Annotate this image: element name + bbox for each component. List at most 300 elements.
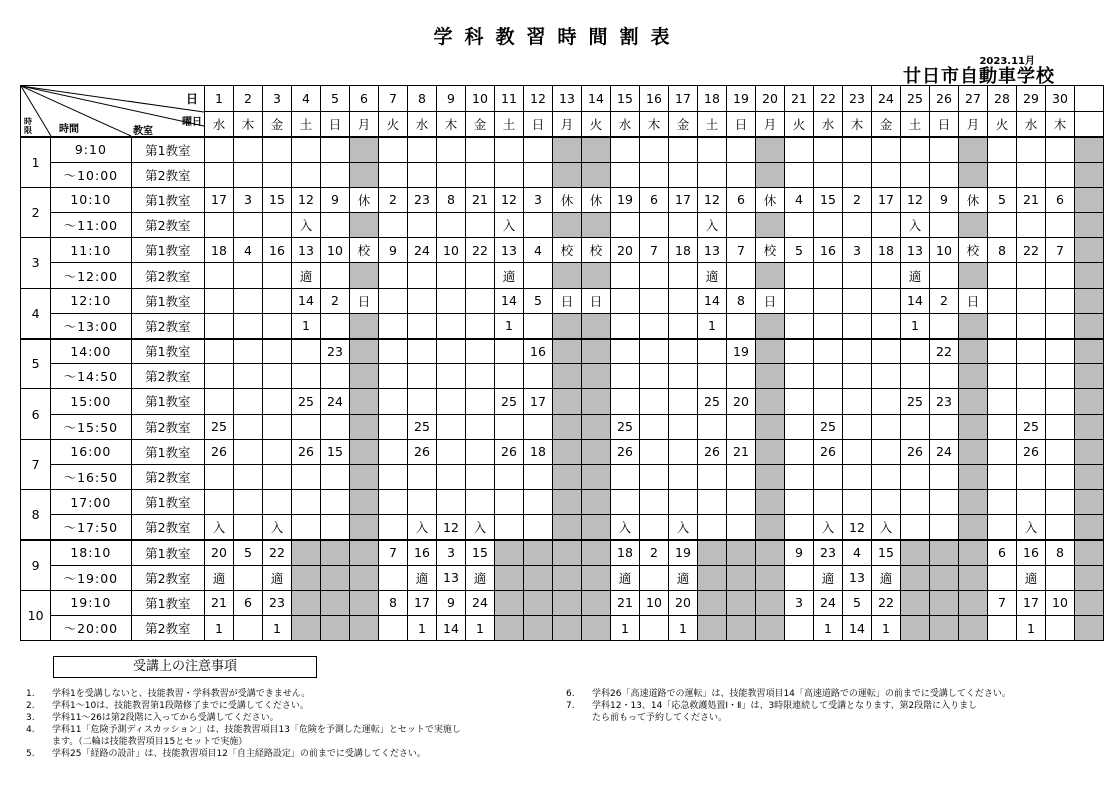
schedule-cell	[263, 389, 292, 414]
schedule-cell	[263, 364, 292, 389]
schedule-cell	[1017, 364, 1046, 389]
schedule-cell: 21	[466, 187, 495, 212]
schedule-cell	[495, 515, 524, 540]
note-item	[566, 700, 1066, 712]
schedule-cell	[756, 162, 785, 187]
period-start-time: 16:00	[51, 439, 131, 464]
note-number: 2.	[26, 701, 35, 711]
schedule-cell	[814, 213, 843, 238]
period-number: 9	[21, 540, 51, 590]
schedule-cell	[1046, 414, 1075, 439]
schedule-cell	[698, 162, 727, 187]
schedule-cell: 入	[1017, 515, 1046, 540]
schedule-cell	[379, 162, 408, 187]
schedule-cell	[437, 339, 466, 364]
day-number: 17	[669, 86, 698, 112]
schedule-cell	[350, 565, 379, 590]
schedule-cell: 17	[205, 187, 234, 212]
schedule-cell: 10	[321, 238, 350, 263]
schedule-cell	[582, 313, 611, 338]
schedule-cell	[466, 364, 495, 389]
schedule-cell: 12	[437, 515, 466, 540]
room-label: 第1教室	[131, 238, 204, 263]
note-item	[26, 688, 516, 700]
schedule-cell: 7	[379, 540, 408, 565]
schedule-cell	[437, 439, 466, 464]
schedule-cell: 22	[263, 540, 292, 565]
room-label: 第2教室	[131, 464, 204, 489]
schedule-cell	[582, 490, 611, 515]
schedule-cell: 23	[814, 540, 843, 565]
schedule-cell: 23	[930, 389, 959, 414]
schedule-cell	[959, 439, 988, 464]
schedule-cell	[553, 213, 582, 238]
schedule-cell	[1017, 464, 1046, 489]
schedule-cell	[292, 137, 321, 162]
period-start-time: 19:10	[51, 590, 131, 615]
weekday: 土	[495, 111, 524, 137]
schedule-cell: 8	[437, 187, 466, 212]
schedule-cell	[321, 414, 350, 439]
schedule-cell	[727, 565, 756, 590]
schedule-cell: 6	[234, 590, 263, 615]
schedule-cell	[785, 515, 814, 540]
schedule-cell	[959, 313, 988, 338]
schedule-cell: 2	[640, 540, 669, 565]
schedule-cell	[698, 515, 727, 540]
schedule-cell	[205, 313, 234, 338]
schedule-cell	[205, 162, 234, 187]
schedule-cell	[959, 590, 988, 615]
schedule-cell	[350, 540, 379, 565]
trailing-gray-cell	[1075, 187, 1104, 212]
schedule-cell	[901, 590, 930, 615]
schedule-cell	[321, 364, 350, 389]
period-label: 時限	[24, 117, 32, 135]
schedule-cell	[466, 389, 495, 414]
schedule-cell	[785, 389, 814, 414]
trailing-gray-cell	[1075, 464, 1104, 489]
schedule-cell	[408, 464, 437, 489]
schedule-cell	[843, 288, 872, 313]
note-number	[566, 712, 592, 724]
schedule-cell	[640, 439, 669, 464]
schedule-cell	[292, 414, 321, 439]
schedule-cell	[437, 313, 466, 338]
schedule-cell: 13	[292, 238, 321, 263]
schedule-cell: 7	[640, 238, 669, 263]
schedule-cell	[582, 137, 611, 162]
schedule-cell	[640, 515, 669, 540]
schedule-cell: 入	[669, 515, 698, 540]
schedule-cell	[524, 313, 553, 338]
schedule-cell	[814, 464, 843, 489]
period-number: 5	[21, 339, 51, 389]
schedule-cell	[727, 313, 756, 338]
schedule-cell	[553, 590, 582, 615]
note-text: 学科25「経路の設計」は、技能教習項目12「自主経路設定」の前までに受講してください。	[52, 749, 426, 759]
schedule-cell	[640, 364, 669, 389]
schedule-cell	[321, 540, 350, 565]
schedule-cell	[1017, 313, 1046, 338]
period-start-time: 17:00	[51, 490, 131, 515]
trailing-gray-cell	[1075, 162, 1104, 187]
schedule-cell	[292, 464, 321, 489]
schedule-cell: 26	[698, 439, 727, 464]
schedule-cell: 13	[901, 238, 930, 263]
schedule-cell	[1046, 389, 1075, 414]
schedule-cell	[669, 490, 698, 515]
schedule-cell: 4	[785, 187, 814, 212]
period-start-time: 14:00	[51, 339, 131, 364]
schedule-cell: 21	[611, 590, 640, 615]
schedule-cell	[988, 364, 1017, 389]
schedule-cell	[988, 565, 1017, 590]
schedule-cell	[321, 313, 350, 338]
schedule-cell: 17	[1017, 590, 1046, 615]
schedule-cell: 5	[785, 238, 814, 263]
note-number: 7.	[566, 701, 575, 711]
schedule-cell	[872, 364, 901, 389]
note-item	[26, 748, 516, 760]
trailing-gray-cell	[1075, 490, 1104, 515]
blank-header-cell	[1075, 86, 1104, 112]
schedule-cell	[379, 490, 408, 515]
schedule-cell: 入	[611, 515, 640, 540]
note-text: 学科1を受講しないと、技能教習・学科教習が受講できません。	[52, 689, 311, 699]
day-number: 16	[640, 86, 669, 112]
schedule-cell	[582, 213, 611, 238]
schedule-cell	[959, 414, 988, 439]
schedule-cell	[698, 565, 727, 590]
schedule-cell: 休	[582, 187, 611, 212]
schedule-cell: 9	[379, 238, 408, 263]
schedule-cell: 20	[205, 540, 234, 565]
schedule-cell	[321, 616, 350, 641]
schedule-cell: 26	[1017, 439, 1046, 464]
schedule-cell: 26	[495, 439, 524, 464]
day-number: 7	[379, 86, 408, 112]
room-label: 第1教室	[131, 540, 204, 565]
schedule-cell	[379, 464, 408, 489]
room-label: 第2教室	[131, 263, 204, 288]
schedule-cell	[466, 137, 495, 162]
period-end-time: ～19:00	[51, 565, 131, 590]
schedule-cell	[263, 313, 292, 338]
period-end-time: ～15:50	[51, 414, 131, 439]
schedule-cell	[466, 439, 495, 464]
schedule-cell	[205, 263, 234, 288]
period-start-time: 12:10	[51, 288, 131, 313]
schedule-cell	[988, 313, 1017, 338]
schedule-cell: 2	[379, 187, 408, 212]
schedule-cell: 15	[872, 540, 901, 565]
schedule-cell	[379, 313, 408, 338]
schedule-cell	[1017, 137, 1046, 162]
schedule-cell	[988, 490, 1017, 515]
period-end-time: ～10:00	[51, 162, 131, 187]
note-item	[26, 724, 516, 736]
schedule-cell: 3	[843, 238, 872, 263]
schedule-cell: 24	[814, 590, 843, 615]
period-start-time: 15:00	[51, 389, 131, 414]
schedule-cell: 7	[988, 590, 1017, 615]
schedule-cell	[466, 414, 495, 439]
schedule-cell: 入	[901, 213, 930, 238]
schedule-cell	[1046, 490, 1075, 515]
schedule-cell: 20	[669, 590, 698, 615]
schedule-cell	[785, 263, 814, 288]
schedule-cell	[698, 464, 727, 489]
schedule-cell	[524, 590, 553, 615]
schedule-cell: 休	[959, 187, 988, 212]
schedule-cell	[901, 565, 930, 590]
schedule-cell: 1	[292, 313, 321, 338]
period-start-time: 11:10	[51, 238, 131, 263]
schedule-cell	[1017, 288, 1046, 313]
schedule-cell: 適	[901, 263, 930, 288]
schedule-cell: 14	[843, 616, 872, 641]
period-end-time: ～12:00	[51, 263, 131, 288]
schedule-cell	[727, 414, 756, 439]
schedule-cell	[727, 464, 756, 489]
period-end-time: ～13:00	[51, 313, 131, 338]
weekday: 火	[785, 111, 814, 137]
weekday: 日	[524, 111, 553, 137]
day-number: 10	[466, 86, 495, 112]
schedule-cell: 5	[524, 288, 553, 313]
schedule-cell	[234, 439, 263, 464]
schedule-cell	[785, 464, 814, 489]
schedule-cell	[234, 313, 263, 338]
schedule-cell	[553, 490, 582, 515]
period-number: 3	[21, 238, 51, 288]
trailing-gray-cell	[1075, 288, 1104, 313]
schedule-cell	[437, 389, 466, 414]
schedule-cell	[698, 590, 727, 615]
schedule-cell	[379, 414, 408, 439]
schedule-cell	[640, 414, 669, 439]
weekday: 金	[872, 111, 901, 137]
schedule-cell	[1046, 364, 1075, 389]
schedule-cell	[872, 464, 901, 489]
schedule-cell	[321, 263, 350, 288]
schedule-cell: 9	[321, 187, 350, 212]
schedule-cell	[1046, 616, 1075, 641]
note-text: 学科26「高速道路での運転」は、技能教習項目14「高速道路での運転」の前までに受講してください。	[592, 689, 1011, 699]
schedule-cell: 適	[495, 263, 524, 288]
schedule-cell	[843, 490, 872, 515]
schedule-cell	[408, 213, 437, 238]
weekday: 土	[901, 111, 930, 137]
schedule-cell: 適	[292, 263, 321, 288]
schedule-cell: 22	[466, 238, 495, 263]
day-number: 9	[437, 86, 466, 112]
schedule-cell	[698, 540, 727, 565]
schedule-cell	[843, 137, 872, 162]
schedule-cell	[263, 162, 292, 187]
schedule-cell	[292, 616, 321, 641]
schedule-cell	[611, 313, 640, 338]
schedule-cell	[930, 565, 959, 590]
schedule-cell: 21	[205, 590, 234, 615]
schedule-cell	[524, 162, 553, 187]
schedule-cell	[988, 339, 1017, 364]
schedule-cell: 24	[321, 389, 350, 414]
schedule-cell	[582, 515, 611, 540]
schedule-cell	[553, 137, 582, 162]
schedule-cell	[901, 540, 930, 565]
room-label: 第1教室	[131, 490, 204, 515]
schedule-cell	[611, 490, 640, 515]
schedule-cell	[437, 364, 466, 389]
schedule-cell	[872, 414, 901, 439]
schedule-cell: 19	[727, 339, 756, 364]
schedule-cell	[553, 162, 582, 187]
schedule-cell	[321, 137, 350, 162]
schedule-cell	[814, 364, 843, 389]
schedule-cell: 16	[524, 339, 553, 364]
schedule-cell: 24	[930, 439, 959, 464]
schedule-cell: 23	[408, 187, 437, 212]
schedule-cell	[234, 565, 263, 590]
schedule-cell	[350, 313, 379, 338]
weekday: 木	[640, 111, 669, 137]
schedule-cell	[379, 389, 408, 414]
schedule-cell: 18	[205, 238, 234, 263]
schedule-cell	[669, 439, 698, 464]
schedule-cell	[698, 490, 727, 515]
schedule-cell	[553, 389, 582, 414]
schedule-cell: 24	[466, 590, 495, 615]
schedule-cell: 18	[872, 238, 901, 263]
weekday: 木	[1046, 111, 1075, 137]
schedule-cell	[437, 288, 466, 313]
schedule-cell	[234, 389, 263, 414]
schedule-cell: 26	[292, 439, 321, 464]
schedule-cell: 適	[872, 565, 901, 590]
schedule-cell	[756, 213, 785, 238]
schedule-cell	[988, 213, 1017, 238]
weekday: 月	[756, 111, 785, 137]
schedule-cell	[466, 464, 495, 489]
schedule-cell: 15	[263, 187, 292, 212]
schedule-cell: 17	[524, 389, 553, 414]
schedule-cell	[930, 414, 959, 439]
schedule-cell	[756, 414, 785, 439]
weekday: 日	[930, 111, 959, 137]
blank-header-cell	[1075, 111, 1104, 137]
note-text: ます。（二輪は技能教習項目15とセットで実施）	[52, 737, 248, 747]
schedule-cell	[988, 414, 1017, 439]
schedule-cell: 7	[727, 238, 756, 263]
day-number: 18	[698, 86, 727, 112]
schedule-cell: 25	[901, 389, 930, 414]
schedule-cell	[988, 162, 1017, 187]
schedule-cell	[959, 162, 988, 187]
schedule-cell	[466, 288, 495, 313]
schedule-cell	[408, 389, 437, 414]
schedule-cell	[611, 389, 640, 414]
schedule-cell	[1046, 263, 1075, 288]
schedule-cell	[524, 464, 553, 489]
schedule-cell	[640, 339, 669, 364]
schedule-cell	[930, 313, 959, 338]
month-label: 2023.11月	[979, 56, 1035, 67]
schedule-cell: 19	[669, 540, 698, 565]
schedule-cell: 18	[669, 238, 698, 263]
schedule-cell	[872, 439, 901, 464]
schedule-cell: 2	[930, 288, 959, 313]
schedule-cell: 5	[843, 590, 872, 615]
schedule-cell	[959, 515, 988, 540]
schedule-cell	[901, 339, 930, 364]
schedule-cell	[756, 565, 785, 590]
day-number: 4	[292, 86, 321, 112]
schedule-cell: 1	[698, 313, 727, 338]
schedule-cell: 17	[408, 590, 437, 615]
day-number: 3	[263, 86, 292, 112]
weekday: 火	[582, 111, 611, 137]
schedule-cell	[756, 590, 785, 615]
schedule-cell	[669, 339, 698, 364]
schedule-cell	[350, 389, 379, 414]
schedule-cell: 入	[698, 213, 727, 238]
schedule-cell	[901, 616, 930, 641]
schedule-cell: 6	[640, 187, 669, 212]
schedule-cell	[930, 263, 959, 288]
schedule-cell	[930, 590, 959, 615]
schedule-cell	[930, 364, 959, 389]
schedule-cell	[698, 339, 727, 364]
page-title: 学科教習時間割表	[433, 26, 682, 48]
schedule-cell	[1046, 213, 1075, 238]
schedule-cell	[756, 137, 785, 162]
schedule-cell: 15	[814, 187, 843, 212]
schedule-cell	[959, 540, 988, 565]
note-number: 5.	[26, 749, 35, 759]
schedule-cell	[553, 565, 582, 590]
schedule-cell: 8	[988, 238, 1017, 263]
schedule-cell	[727, 263, 756, 288]
schedule-cell	[669, 313, 698, 338]
schedule-cell	[930, 540, 959, 565]
schedule-cell: 23	[263, 590, 292, 615]
schedule-cell	[640, 464, 669, 489]
schedule-cell	[988, 515, 1017, 540]
schedule-cell	[872, 339, 901, 364]
schedule-cell	[785, 364, 814, 389]
schedule-cell	[930, 464, 959, 489]
schedule-cell	[756, 464, 785, 489]
schedule-cell	[582, 389, 611, 414]
schedule-cell	[263, 288, 292, 313]
schedule-cell	[640, 389, 669, 414]
schedule-cell	[669, 464, 698, 489]
schedule-cell: 16	[814, 238, 843, 263]
schedule-cell	[437, 162, 466, 187]
period-number: 10	[21, 590, 51, 640]
day-number: 20	[756, 86, 785, 112]
schedule-cell: 休	[553, 187, 582, 212]
period-end-time: ～11:00	[51, 213, 131, 238]
room-label: 第2教室	[131, 616, 204, 641]
schedule-cell	[582, 540, 611, 565]
weekday: 月	[553, 111, 582, 137]
day-number: 26	[930, 86, 959, 112]
schedule-cell	[611, 137, 640, 162]
schedule-cell: 1	[872, 616, 901, 641]
